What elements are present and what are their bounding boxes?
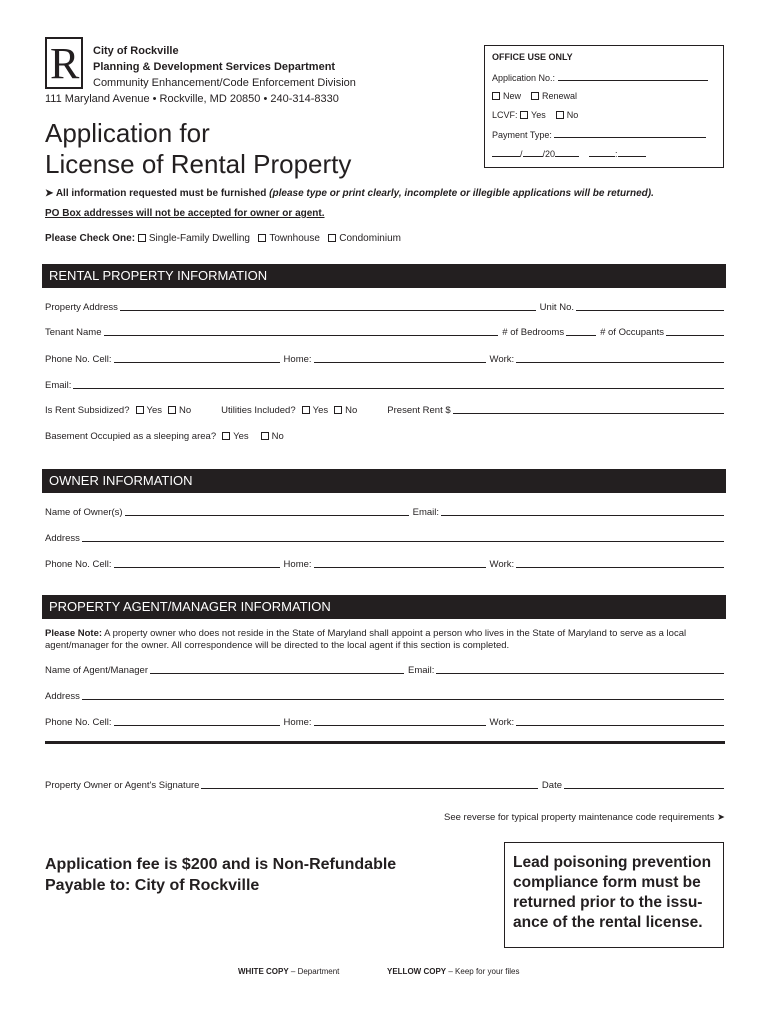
property-type-row [45,233,401,244]
new-renewal-row [492,91,577,101]
see-reverse-note [444,812,725,823]
owner-home-field[interactable] [314,567,486,568]
rental-email-row [45,380,724,391]
townhouse-label: Townhouse [269,233,320,244]
required-notice [45,188,654,199]
signature-date-label: Date [541,780,562,791]
title-line-2: License of Rental Property [45,149,352,179]
date-sep-2: /20 [542,149,556,159]
fee-line-1: Application fee is $200 and is Non-Refundable [45,856,397,873]
application-no-field[interactable] [558,72,708,81]
rental-email-field[interactable] [73,388,724,389]
owner-address-field[interactable] [82,541,724,542]
agent-name-row [45,665,724,676]
yellow-copy-bold: YELLOW COPY [387,967,447,976]
rental-cell-label: Phone No. Cell: [45,354,112,365]
subsidized-no-checkbox[interactable] [168,406,176,414]
new-label: New [503,91,522,101]
agent-home-field[interactable] [314,725,486,726]
rental-work-label: Work: [489,354,515,365]
fee-notice [45,854,445,896]
yellow-copy-text: – Keep for your files [448,967,520,976]
signature-date-field[interactable] [564,788,724,789]
owner-cell-label: Phone No. Cell: [45,559,112,570]
agent-cell-label: Phone No. Cell: [45,717,112,728]
basement-no-label: No [271,431,284,442]
bedrooms-label: # of Bedrooms [502,327,565,338]
subsidized-yes-label: Yes [146,405,162,416]
title-line-1: Application for [45,118,210,148]
owner-phone-row [45,559,724,570]
rental-section-heading: RENTAL PROPERTY INFORMATION [42,264,726,288]
signature-label: Property Owner or Agent's Signature [45,780,200,791]
subsidy-row [45,405,724,416]
white-copy-bold: WHITE COPY [238,967,289,976]
rental-home-label: Home: [283,354,312,365]
fee-line-2: Payable to: City of Rockville [45,877,260,894]
owner-section-heading: OWNER INFORMATION [42,469,726,493]
tenant-name-row [45,327,724,338]
owner-address-label: Address [45,533,80,544]
signature-row [45,780,724,791]
payment-type-field[interactable] [554,129,706,138]
required-bold: All information requested must be furnished [55,188,267,199]
agent-work-label: Work: [489,717,515,728]
agent-note-text: A property owner who does not reside in the State of Maryland shall appoint a person who lives in the State of Maryland to serve as a local agent/manager for the owner. All correspondence will be directed to the local agent if this section is completed. [45,628,687,651]
agent-address-row [45,691,724,702]
agent-cell-field[interactable] [114,725,280,726]
date-sep-1: / [520,149,523,159]
agent-address-label: Address [45,691,80,702]
new-checkbox[interactable] [492,92,500,100]
payment-type-row [492,129,706,140]
see-reverse-text: See reverse for typical property maintenance code requirements [444,812,715,823]
office-use-heading: OFFICE USE ONLY [492,52,573,62]
lcvf-label: LCVF: [492,110,518,120]
owner-cell-field[interactable] [114,567,280,568]
agent-email-label: Email: [407,665,435,676]
basement-row [45,431,724,442]
date-time-row [492,148,646,159]
subsidized-yes-checkbox[interactable] [136,406,144,414]
bedrooms-field[interactable] [566,335,596,336]
date-month-field[interactable] [492,148,520,157]
subsidized-no-label: No [179,405,192,416]
application-no-row [492,72,708,83]
agent-home-label: Home: [283,717,312,728]
present-rent-label: Present Rent $ [387,405,451,416]
time-sep: : [615,149,618,159]
rental-home-field[interactable] [314,362,486,363]
agent-note-bold: Please Note: [45,628,103,639]
division-name: Community Enhancement/Code Enforcement Division [93,77,356,89]
condominium-label: Condominium [339,233,401,244]
application-no-label: Application No.: [492,73,556,83]
rent-subsidized-label: Is Rent Subsidized? [45,405,130,416]
agent-note [45,628,725,652]
agent-email-field[interactable] [436,673,724,674]
lcvf-row [492,110,578,120]
occupants-field[interactable] [666,335,724,336]
lcvf-yes-label: Yes [531,110,546,120]
owner-name-field[interactable] [125,515,409,516]
tenant-name-field[interactable] [104,335,499,336]
section-divider [45,741,725,744]
property-address-field[interactable] [120,310,536,311]
utilities-no-checkbox[interactable] [334,406,342,414]
renewal-checkbox[interactable] [531,92,539,100]
unit-no-field[interactable] [576,310,724,311]
renewal-label: Renewal [542,91,578,101]
agent-address-field[interactable] [82,699,724,700]
agent-phone-row [45,717,724,728]
single-family-label: Single-Family Dwelling [148,233,250,244]
owner-email-field[interactable] [441,515,724,516]
utilities-yes-checkbox[interactable] [302,406,310,414]
signature-field[interactable] [201,788,538,789]
date-year-field[interactable] [555,148,579,157]
time-minute-field[interactable] [618,148,646,157]
agent-section-heading: PROPERTY AGENT/MANAGER INFORMATION [42,595,726,619]
owner-work-label: Work: [489,559,515,570]
property-address-row [45,302,724,313]
owner-email-label: Email: [412,507,440,518]
department-name: Planning & Development Services Department [93,61,336,73]
rental-cell-field[interactable] [114,362,280,363]
white-copy-note [238,967,339,976]
rental-work-field[interactable] [516,362,724,363]
basement-label: Basement Occupied as a sleeping area? [45,431,217,442]
city-logo [45,37,83,89]
basement-yes-checkbox[interactable] [222,432,230,440]
present-rent-field[interactable] [453,413,724,414]
owner-work-field[interactable] [516,567,724,568]
utilities-label: Utilities Included? [221,405,296,416]
agent-work-field[interactable] [516,725,724,726]
lcvf-no-label: No [566,110,579,120]
utilities-yes-label: Yes [312,405,329,416]
po-box-notice: PO Box addresses will not be accepted for owner or agent. [45,208,325,219]
yellow-copy-note [387,967,520,976]
condominium-checkbox[interactable] [328,234,336,242]
lcvf-no-checkbox[interactable] [556,111,564,119]
rental-phone-row [45,354,724,365]
date-day-field[interactable] [523,148,543,157]
townhouse-checkbox[interactable] [258,234,266,242]
tenant-name-label: Tenant Name [45,327,102,338]
lead-notice-box: Lead poisoning prevention compliance form must be returned prior to the issu- ance of the rental license. [504,842,724,948]
owner-home-label: Home: [283,559,312,570]
utilities-no-label: No [345,405,358,416]
page-title [45,118,351,180]
basement-no-checkbox[interactable] [261,432,269,440]
owner-address-row [45,533,724,544]
logo-letter: R [50,39,80,88]
arrow-right-icon: ➤ [717,812,725,823]
city-name: City of Rockville [93,45,179,57]
required-italic: (please type or print clearly, incomplete or illegible applications will be returned). [269,188,654,199]
rental-email-label: Email: [45,380,72,391]
office-use-box [484,45,724,168]
unit-no-label: Unit No. [539,302,574,313]
owner-name-label: Name of Owner(s) [45,507,123,518]
property-type-label: Please Check One: [45,233,136,244]
property-address-label: Property Address [45,302,118,313]
lcvf-yes-checkbox[interactable] [520,111,528,119]
agent-name-label: Name of Agent/Manager [45,665,148,676]
payment-type-label: Payment Type: [492,130,552,140]
agent-name-field[interactable] [150,673,404,674]
basement-yes-label: Yes [233,431,249,442]
owner-name-row [45,507,724,518]
white-copy-text: – Department [290,967,340,976]
time-hour-field[interactable] [589,148,615,157]
arrow-icon: ➤ [45,188,54,199]
occupants-label: # of Occupants [600,327,664,338]
header-address: 111 Maryland Avenue • Rockville, MD 20850 • 240-314-8330 [45,93,339,105]
single-family-checkbox[interactable] [138,234,146,242]
